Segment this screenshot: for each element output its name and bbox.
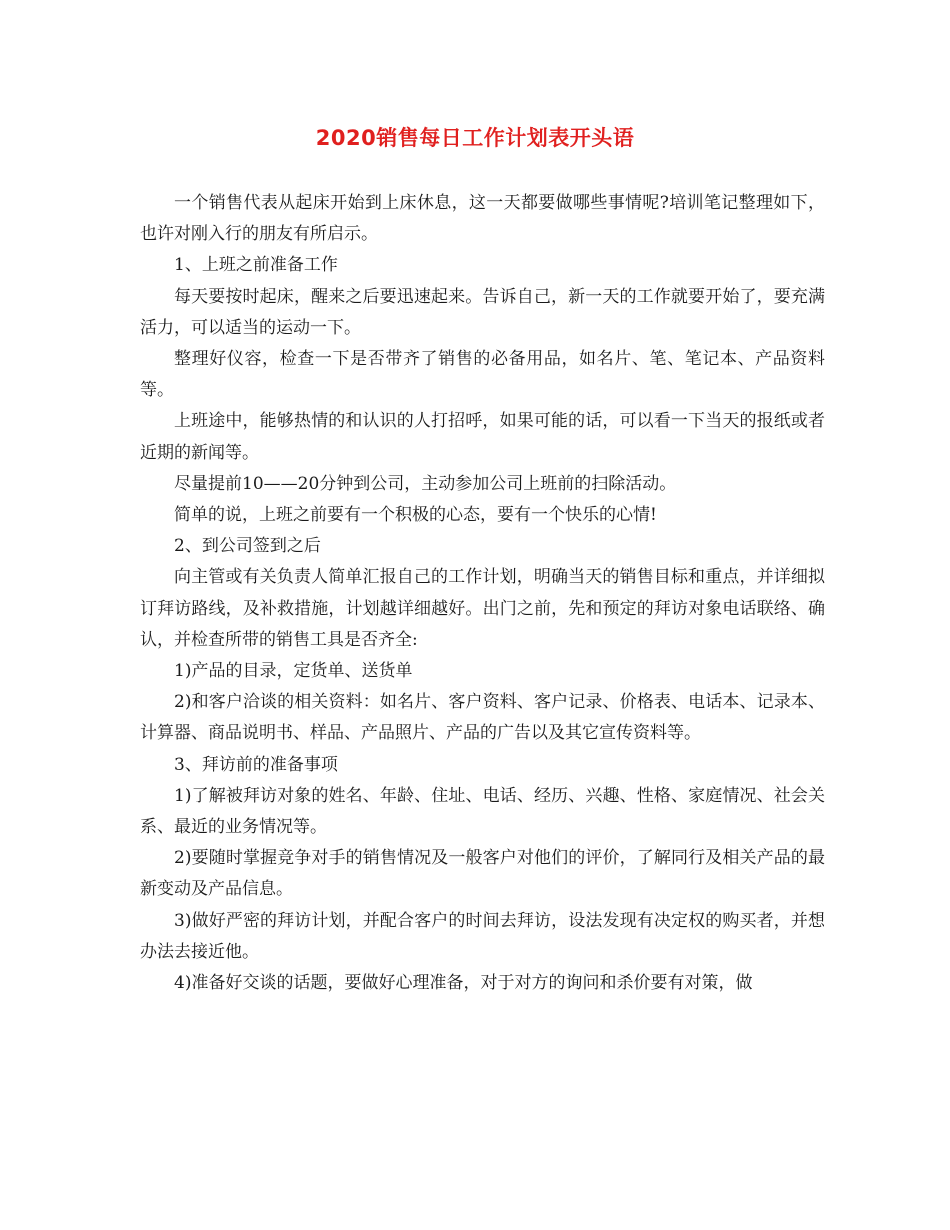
paragraph: 向主管或有关负责人简单汇报自己的工作计划，明确当天的销售目标和重点，并详细拟订拜访路线，及补救措施，计划越详细越好。出门之前，先和预定的拜访对象电话联络、确认，并检查所带的销售工具是否齐全:: [140, 567, 825, 650]
list-item: 4)准备好交谈的话题，要做好心理准备，对于对方的询问和杀价要有对策，做: [174, 973, 753, 994]
list-item: 3)做好严密的拜访计划，并配合客户的时间去拜访，设法发现有决定权的购买者，并想办法去接近他。: [140, 910, 825, 962]
paragraph: 一个销售代表从起床开始到上床休息，这一天都要做哪些事情呢?培训笔记整理如下，也许对刚入行的朋友有所启示。: [140, 193, 825, 245]
paragraph: 简单的说，上班之前要有一个积极的心态，要有一个快乐的心情!: [174, 505, 657, 526]
list-item: 2)和客户洽谈的相关资料：如名片、客户资料、客户记录、价格表、电话本、记录本、计算器、商品说明书、样品、产品照片、产品的广告以及其它宣传资料等。: [140, 692, 825, 744]
document-body: [140, 188, 825, 999]
paragraph: 上班途中，能够热情的和认识的人打招呼，如果可能的话，可以看一下当天的报纸或者近期的新闻等。: [140, 411, 825, 463]
list-item: 2)要随时掌握竞争对手的销售情况及一般客户对他们的评价，了解同行及相关产品的最新变动及产品信息。: [140, 848, 825, 900]
paragraph: 整理好仪容，检查一下是否带齐了销售的必备用品，如名片、笔、笔记本、产品资料等。: [140, 349, 825, 401]
paragraph: 尽量提前10——20分钟到公司，主动参加公司上班前的扫除活动。: [174, 473, 677, 494]
section-heading: 3、拜访前的准备事项: [174, 754, 338, 775]
list-item: 1)产品的目录，定货单、送货单: [174, 661, 413, 682]
section-heading: 1、上班之前准备工作: [174, 255, 338, 276]
section-heading: 2、到公司签到之后: [174, 536, 321, 557]
list-item: 1)了解被拜访对象的姓名、年龄、住址、电话、经历、兴趣、性格、家庭情况、社会关系、最近的业务情况等。: [140, 785, 825, 838]
paragraph: 每天要按时起床，醒来之后要迅速起来。告诉自己，新一天的工作就要开始了，要充满活力，可以适当的运动一下。: [140, 286, 825, 338]
document-title: 2020销售每日工作计划表开头语: [315, 126, 635, 150]
